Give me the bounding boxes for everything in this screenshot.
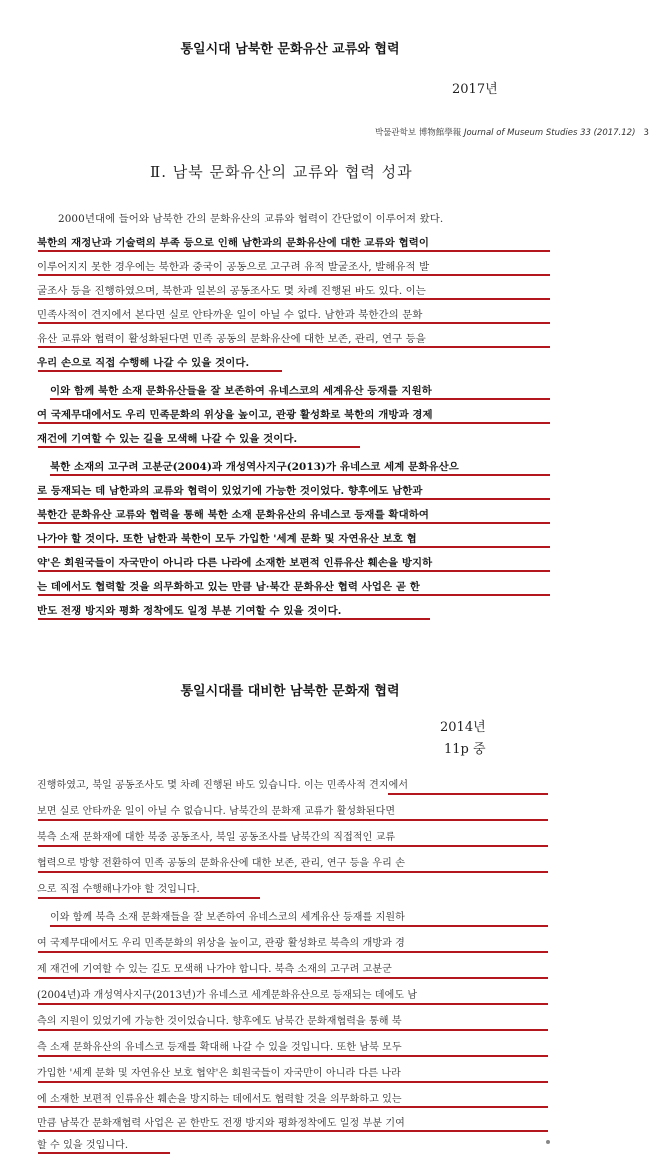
top-line: 2000년대에 들어와 남북한 간의 문화유산의 교류와 협력이 간단없이 이루어져 왔다. [58,213,444,225]
red-underline [38,594,550,596]
bottom-line: 으로 직접 수행해나가야 할 것입니다. [37,884,200,895]
journal-page-number: 3 [643,128,649,138]
bottom-line: 측 소재 문화유산의 유네스코 등재를 확대해 나갈 수 있을 것입니다. 또한 남북 모두 [37,1042,402,1053]
journal-name-english: Journal of Museum Studies 33 (2017.12) [463,128,636,138]
top-line: 북한간 문화유산 교류와 협력을 통해 북한 소재 문화유산의 유네스코 등재를 확대하여 [37,509,429,521]
top-line: 재건에 기여할 수 있는 길을 모색해 나갈 수 있을 것이다. [37,433,298,445]
top-line: 유산 교류와 협력이 활성화된다면 민족 공동의 문화유산에 대한 보존, 관리, 연구 등을 [37,333,426,345]
bottom-line: 제 재건에 기여할 수 있는 길도 모색해 나가야 합니다. 북측 소재의 고구려 고분군 [37,964,392,975]
bottom-page-reference: 11p 중 [444,742,486,757]
bottom-document-title: 통일시대를 대비한 남북한 문화재 협력 [180,684,400,699]
bottom-line: 이와 함께 북측 소재 문화재들을 잘 보존하여 유네스코의 세계유산 등재를 지원하 [50,912,405,923]
bottom-document-year: 2014년 [440,720,486,735]
bottom-line: 가입한 '세계 문화 및 자연유산 보호 협약'은 회원국들이 자국만이 아니라 다른 나라 [37,1068,401,1079]
top-document-title: 통일시대 남북한 문화유산 교류와 협력 [180,42,400,57]
top-line: 북한 소재의 고구려 고분군(2004)과 개성역사지구(2013)가 유네스코 세계 문화유산으 [50,461,459,473]
red-underline [38,1029,548,1031]
red-underline [388,793,548,795]
red-underline [38,1055,548,1057]
red-underline [38,570,550,572]
top-line: 여 국제무대에서도 우리 민족문화의 위상을 높이고, 관광 활성화로 북한의 개방과 경제 [37,409,433,421]
red-underline [38,370,282,372]
top-line: 나가야 할 것이다. 또한 남한과 북한이 모두 가입한 '세계 문화 및 자연유산 보호 협 [37,533,417,545]
red-underline [38,1106,548,1108]
bottom-line: 측의 지원이 있었기에 가능한 것이었습니다. 향후에도 남북간 문화재협력을 통해 북 [37,1016,402,1027]
bottom-line: 만큼 남북간 문화재협력 사업은 곧 한반도 전쟁 방지와 평화정착에도 일정 부분 기여 [37,1118,405,1129]
bottom-line: 여 국제무대에서도 우리 민족문화의 위상을 높이고, 관광 활성화로 북측의 개방과 경 [37,938,405,949]
top-line: 이루어지지 못한 경우에는 북한과 중국이 공동으로 고구려 유적 발굴조사, 발해유적 발 [37,261,430,273]
bottom-line: 에 소재한 보편적 인류유산 훼손을 방지하는 데에서도 협력할 것을 의무화하고 있는 [37,1094,402,1105]
red-underline [38,274,550,276]
red-underline [38,845,548,847]
top-line: 우리 손으로 직접 수행해 나갈 수 있을 것이다. [37,357,250,369]
section-title: Ⅱ. 남북 문화유산의 교류와 협력 성과 [150,163,413,181]
top-line: 이와 함께 북한 소재 문화유산들을 잘 보존하여 유네스코의 세계유산 등재를 지원하 [50,385,432,397]
top-line: 반도 전쟁 방지와 평화 정착에도 일정 부분 기여할 수 있을 것이다. [37,605,342,617]
red-underline [38,322,550,324]
red-underline [38,1003,548,1005]
journal-header [375,126,649,138]
red-underline [50,474,550,476]
top-line: 북한의 재정난과 기술력의 부족 등으로 인해 남한과의 문화유산에 대한 교류와 협력이 [37,237,429,249]
top-line: 민족사적이 견지에서 본다면 실로 안타까운 일이 아닐 수 없다. 남한과 북한간의 문화 [37,309,423,321]
red-underline [38,819,548,821]
red-underline [38,422,550,424]
bottom-line: 보면 실로 안타까운 일이 아닐 수 없습니다. 남북간의 문화재 교류가 활성화된다면 [37,806,396,817]
bottom-line: 협력으로 방향 전환하여 민족 공동의 문화유산에 대한 보존, 관리, 연구 등을 우리 손 [37,858,405,869]
red-underline [38,346,550,348]
red-underline [50,925,548,927]
red-underline [38,1152,170,1154]
red-underline [38,498,550,500]
bottom-line: (2004년)과 개성역사지구(2013년)가 유네스코 세계문화유산으로 등재되는 데에도 남 [37,990,418,1001]
top-document-year: 2017년 [452,82,498,97]
red-underline [38,446,360,448]
red-underline [38,871,548,873]
red-underline [38,618,430,620]
red-underline [38,977,548,979]
scan-dot [546,1140,550,1144]
top-line: 로 등재되는 데 남한과의 교류와 협력이 있었기에 가능한 것이었다. 향후에도 남한과 [37,485,423,497]
red-underline [38,522,550,524]
bottom-line: 진행하였고, 북일 공동조사도 몇 차례 진행된 바도 있습니다. 이는 민족사적 견지에서 [37,780,409,791]
bottom-line: 북측 소재 문화재에 대한 북중 공동조사, 북일 공동조사를 남북간의 직접적인 교류 [37,832,396,843]
red-underline [50,398,550,400]
red-underline [38,897,260,899]
bottom-line: 할 수 있을 것입니다. [37,1140,129,1151]
top-line: 약'은 회원국들이 자국만이 아니라 다른 나라에 소재한 보편적 인류유산 훼손을 방지하 [37,557,433,569]
red-underline [38,298,550,300]
red-underline [38,1130,548,1132]
top-line: 는 데에서도 협력할 것을 의무화하고 있는 만큼 남·북간 문화유산 협력 사업은 곧 한 [37,581,420,593]
top-line: 굴조사 등을 진행하였으며, 북한과 일본의 공동조사도 몇 차례 진행된 바도 있다. 이는 [37,285,426,297]
red-underline [38,546,550,548]
red-underline [38,951,548,953]
red-underline [38,1081,548,1083]
journal-name-korean: 박물관학보 博物館學報 [375,128,462,138]
red-underline [38,250,550,252]
